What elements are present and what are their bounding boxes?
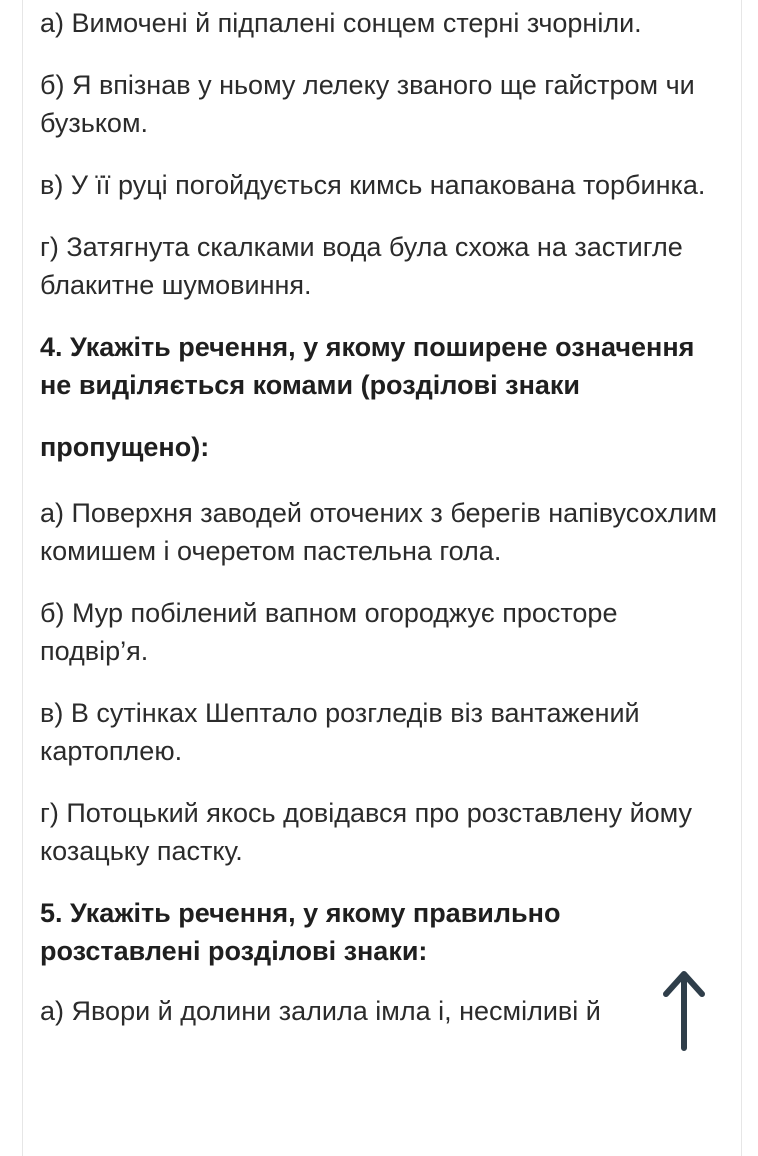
arrow-up-icon [660, 966, 708, 1052]
question-5-title: 5. Укажіть речення, у якому правильно розставлені розділові знаки: [40, 898, 561, 966]
q3-option-b: б) Я впізнав у ньому лелеку званого ще гайстром чи бузьком. [40, 70, 695, 138]
question-4-title-continuation: пропущено): [40, 432, 210, 462]
q4-option-d: г) Потоцький якось довідався про розставлену йому козацьку пастку. [40, 798, 693, 866]
q3-option-c: в) У її руці погойдується кимсь напакована торбинка. [40, 170, 706, 200]
q3-option-d: г) Затягнута скалками вода була схожа на застигле блакитне шумовиння. [40, 232, 683, 300]
q4-option-c: в) В сутінках Шептало розгледів віз вантажений картоплею. [40, 698, 640, 766]
q4-option-b: б) Мур побілений вапном огороджує просторе подвір’я. [40, 598, 618, 666]
q3-option-a: а) Вимочені й підпалені сонцем стерні зчорніли. [40, 8, 642, 38]
scroll-to-top-button[interactable] [660, 966, 708, 1052]
q5-option-a: а) Явори й долини залила імла і, несміливі й [40, 996, 601, 1026]
question-4-title: 4. Укажіть речення, у якому поширене означення не виділяється комами (розділові знаки [40, 332, 695, 400]
q4-option-a: а) Поверхня заводей оточених з берегів напівусохлим комишем і очеретом пастельна гола. [40, 498, 718, 566]
document-content [40, 4, 730, 1054]
